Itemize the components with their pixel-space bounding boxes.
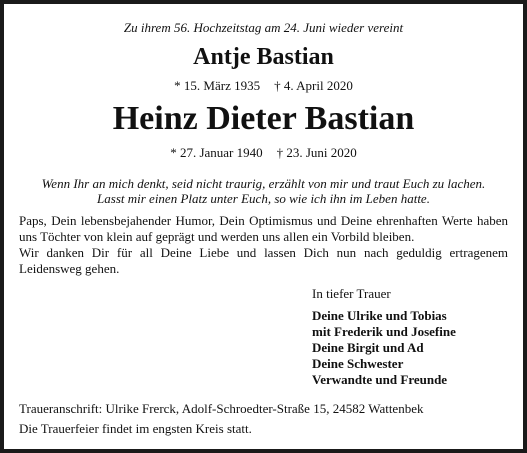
mourner-line: Verwandte und Freunde [312,372,448,387]
mourners-list [312,308,456,388]
dates-heinz [19,145,508,161]
mourner-line: mit Frederik und Josefine [312,324,456,339]
tribute-text [19,213,508,277]
tribute-paragraph: Wir danken Dir für all Deine Liebe und lassen Dich nun nach geduldig ertragenem Leidensweg gehen. [19,245,508,276]
ceremony-note: Die Trauerfeier findet im engsten Kreis statt. [19,421,252,436]
obituary-notice [19,0,508,453]
birth-date: * 15. März 1935 [174,78,261,93]
mourner-line: Deine Schwester [312,356,404,371]
quote-line: Lasst mir einen Platz unter Euch, so wie ich ihn im Leben hatte. [97,191,430,206]
anniversary-line: Zu ihrem 56. Hochzeitstag am 24. Juni wieder vereint [123,20,404,35]
mourning-address: Traueranschrift: Ulrike Frerck, Adolf-Schroedter-Straße 15, 24582 Wattenbek [19,401,424,416]
death-date: † 23. Juni 2020 [276,145,357,160]
dates-antje [19,78,508,94]
signature-lead: In tiefer Trauer [312,286,391,301]
signature-block [312,286,456,388]
birth-date: * 27. Januar 1940 [170,145,263,160]
mourner-line: Deine Birgit und Ad [312,340,424,355]
memorial-quote [19,176,508,206]
deceased-name-antje: Antje Bastian [193,44,334,70]
mourner-line: Deine Ulrike und Tobias [312,308,447,323]
quote-line: Wenn Ihr an mich denkt, seid nicht traurig, erzählt von mir und traut Euch zu lachen. [41,176,486,191]
death-date: † 4. April 2020 [274,78,353,93]
deceased-name-heinz: Heinz Dieter Bastian [112,100,415,137]
tribute-paragraph: Paps, Dein lebensbejahender Humor, Dein Optimismus und Deine ehrenhaften Werte haben uns Töchter von klein auf geprägt und werden uns allen ein Vorbild bleiben. [19,213,508,244]
